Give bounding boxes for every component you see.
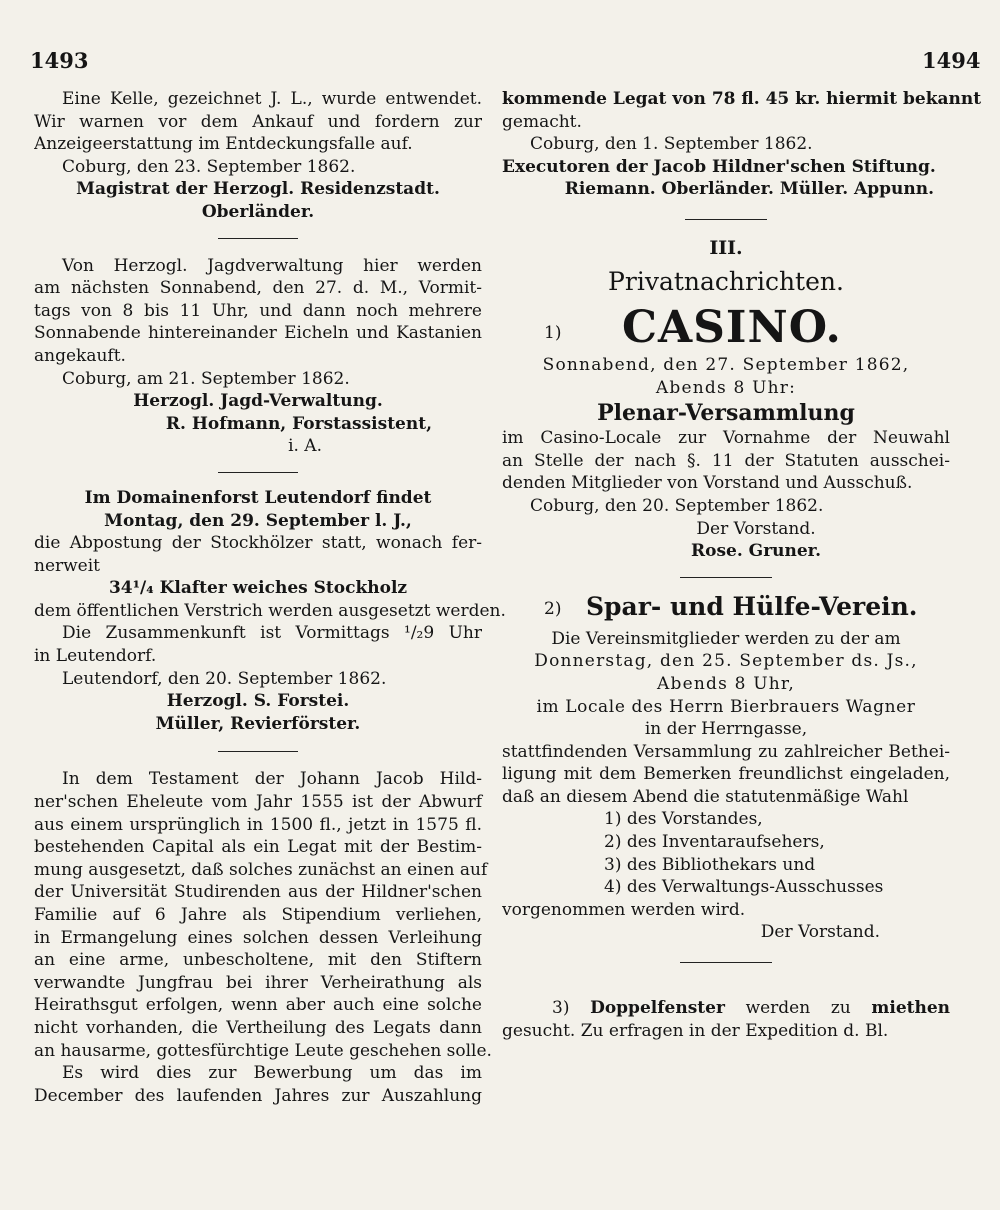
- meeting-place: im Locale des Herrn Bierbrauers Wagner: [536, 696, 916, 717]
- text-line: [502, 997, 950, 1020]
- notice-signature: R. Hofmann, Forstassistent,: [165, 413, 432, 434]
- text-line: in Leutendorf.: [34, 646, 157, 667]
- separator-rule: [685, 219, 767, 220]
- section-title: Privatnachrichten.: [608, 266, 844, 296]
- text-line: denden Mitglieder von Vorstand und Ausschuß.: [502, 473, 913, 494]
- text-line: nicht vorhanden, die Vertheilung des Legats dann: [34, 1017, 482, 1038]
- election-item: 4) des Verwaltungs-Ausschusses: [604, 877, 884, 898]
- text-line: vorgenommen werden wird.: [502, 899, 746, 920]
- notice-double-windows: [502, 997, 950, 1042]
- text-line: Von Herzogl. Jagdverwaltung hier werden: [62, 255, 482, 276]
- election-item: 2) des Inventaraufsehers,: [604, 832, 825, 853]
- item-number: 1): [544, 322, 562, 343]
- notice-signature: Der Vorstand.: [696, 518, 816, 539]
- text-line: angekauft.: [34, 345, 126, 366]
- text-line: an hausarme, gottesfürchtige Leute geschehen solle.: [34, 1040, 492, 1061]
- text-line: dem öffentlichen Verstrich werden ausgesetzt werden.: [34, 600, 506, 621]
- text-line: Familie auf 6 Jahre als Stipendium verliehen,: [34, 905, 482, 925]
- item-number: 3): [552, 998, 570, 1019]
- text-line: in Ermangelung eines solchen dessen Verleihung: [34, 927, 482, 948]
- association-title: Spar- und Hülfe-Verein.: [586, 591, 918, 621]
- casino-title-row: [502, 301, 950, 354]
- notice-hunting-administration: [34, 255, 482, 458]
- text-line: Es wird dies zur Bewerbung um das im: [62, 1063, 482, 1084]
- separator-rule: [218, 751, 298, 752]
- association-title-row: [502, 588, 950, 628]
- text-line: an Stelle der nach §. 11 der Statuten ausschei-: [502, 450, 950, 471]
- separator-rule: [680, 577, 772, 578]
- notice-forestry-leutendorf: [34, 487, 506, 736]
- text-line: Anzeigeerstattung im Entdeckungsfalle auf.: [34, 134, 413, 155]
- notice-signature: Rose. Gruner.: [690, 541, 821, 562]
- text-line: ligung mit dem Bemerken freundlichst eingeladen,: [502, 764, 950, 785]
- text-line: aus einem ursprünglich in 1500 fl., jetzt in 1575 fl.: [34, 814, 482, 835]
- notice-heading: Im Domainenforst Leutendorf findet: [84, 487, 432, 508]
- text-line: ner'schen Eheleute vom Jahr 1555 ist der Abwurf: [34, 792, 482, 813]
- meeting-place: in der Herrngasse,: [644, 719, 808, 740]
- text-line: Die Vereinsmitglieder werden zu der am: [551, 628, 901, 649]
- notice-signature: Oberländer.: [201, 201, 315, 222]
- notice-date: Coburg, den 20. September 1862.: [530, 495, 824, 516]
- text-line: die Abpostung der Stockhölzer statt, wonach fer-: [34, 533, 482, 554]
- text-line: gemacht.: [502, 111, 582, 132]
- separator-rule: [680, 962, 772, 963]
- item-number: 2): [544, 598, 562, 619]
- notice-date: Coburg, den 1. September 1862.: [530, 134, 813, 155]
- election-item: 1) des Vorstandes,: [604, 809, 763, 830]
- text-line: am nächsten Sonnabend, den 27. d. M., Vormit-: [34, 278, 482, 299]
- text-line: mung ausgesetzt, daß solches zunächst an einen auf: [34, 859, 488, 880]
- event-time: Abends 8 Uhr:: [655, 377, 797, 398]
- text-line: verwandte Jungfrau bei ihrer Verheirathung als: [34, 972, 482, 993]
- text-line: gesucht. Zu erfragen in der Expedition d. Bl.: [502, 1020, 889, 1041]
- text-line: daß an diesem Abend die statutenmäßige Wahl: [502, 786, 909, 807]
- notice-signature: Herzogl. Jagd-Verwaltung.: [133, 391, 383, 412]
- text-line: nerweit: [34, 555, 101, 576]
- meeting-time: Abends 8 Uhr,: [657, 673, 795, 694]
- left-column: [34, 88, 506, 1107]
- text-line: Sonnabende hintereinander Eicheln und Kastanien: [34, 323, 482, 344]
- notice-date: Coburg, den 23. September 1862.: [62, 156, 356, 177]
- text-line: kommende Legat von 78 fl. 45 kr. hiermit bekannt: [502, 89, 982, 109]
- notice-heading: Montag, den 29. September l. J.,: [104, 510, 412, 531]
- notice-signature: Herzogl. S. Forstei.: [166, 691, 350, 712]
- notice-stolen-ladle: [34, 88, 482, 224]
- text-line: der Universität Studirenden aus der Hildner'schen: [34, 882, 482, 903]
- ad-text: werden zu: [745, 998, 851, 1019]
- page-number-right: 1494: [922, 48, 981, 73]
- meeting-date: Donnerstag, den 25. September ds. Js.,: [534, 651, 918, 672]
- text-line: Eine Kelle, gezeichnet J. L., wurde entwendet.: [62, 89, 482, 109]
- notice-signature: Riemann. Oberländer. Müller. Appunn.: [564, 179, 934, 200]
- notice-signature: i. A.: [288, 436, 322, 457]
- text-line: Die Zusammenkunft ist Vormittags ¹/₂9 Uhr: [62, 623, 482, 644]
- notice-signature: Der Vorstand.: [760, 922, 880, 943]
- page-number-left: 1493: [30, 48, 89, 73]
- notice-date: Leutendorf, den 20. September 1862.: [62, 668, 387, 689]
- notice-hildner-testament: [34, 768, 492, 1107]
- notice-signature: Müller, Revierförster.: [155, 713, 361, 734]
- text-line: In dem Testament der Johann Jacob Hild-: [62, 769, 482, 790]
- text-line: December des laufenden Jahres zur Auszahlung: [34, 1085, 482, 1106]
- notice-savings-association: [502, 588, 950, 944]
- text-line: tags von 8 bis 11 Uhr, und dann noch mehrere: [34, 300, 482, 321]
- notice-hildner-continued: [502, 88, 982, 201]
- text-line: bestehenden Capital als ein Legat mit der Bestim-: [34, 837, 482, 858]
- text-line: stattfindenden Versammlung zu zahlreicher Bethei-: [502, 741, 950, 762]
- section-number: III.: [709, 236, 743, 259]
- notice-signature: Magistrat der Herzogl. Residenzstadt.: [76, 179, 440, 200]
- text-line: Wir warnen vor dem Ankauf und fordern zur: [34, 111, 482, 132]
- text-line: Heirathsgut erfolgen, wenn aber auch eine solche: [34, 995, 482, 1016]
- text-line: im Casino-Locale zur Vornahme der Neuwahl: [502, 428, 950, 449]
- casino-title: CASINO.: [622, 301, 842, 353]
- ad-keyword: miethen: [871, 998, 951, 1019]
- right-column: [502, 88, 982, 1042]
- election-item: 3) des Bibliothekars und: [604, 854, 816, 875]
- notice-casino: [502, 301, 950, 563]
- event-title: Plenar-Versammlung: [597, 400, 855, 427]
- ad-keyword: Doppelfenster: [590, 998, 725, 1019]
- separator-rule: [218, 238, 298, 239]
- text-line: an eine arme, unbescholtene, mit den Stiftern: [34, 950, 482, 971]
- notice-date: Coburg, am 21. September 1862.: [62, 368, 350, 389]
- event-date: Sonnabend, den 27. September 1862,: [542, 354, 910, 375]
- text-line: 34¹/₄ Klafter weiches Stockholz: [108, 578, 408, 599]
- separator-rule: [218, 472, 298, 473]
- notice-signature: Executoren der Jacob Hildner'schen Stiftung.: [502, 156, 936, 177]
